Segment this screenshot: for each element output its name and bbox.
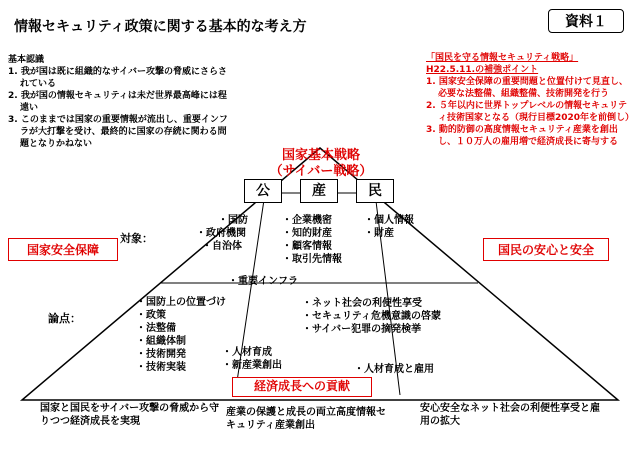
point-item: ・国防上の位置づけ — [136, 297, 226, 308]
target-item: ・国防 — [218, 215, 248, 226]
target-item: ・取引先情報 — [282, 254, 342, 265]
target-item: ・政府機関 — [196, 228, 246, 239]
point-item: ・組織体制 — [136, 336, 186, 347]
target-item: ・企業機密 — [282, 215, 332, 226]
bottom-right-text: 安心安全なネット社会の利便性享受と雇用の拡大 — [420, 403, 600, 427]
point-item: ・政策 — [136, 310, 166, 321]
cell-public: 公 — [244, 179, 282, 203]
bottom-left-text: 国家と国民をサイバー攻撃の脅威から守りつつ経済成長を実現 — [40, 403, 220, 427]
point-item: ・新産業創出 — [222, 360, 282, 371]
target-item: ・顧客情報 — [282, 241, 332, 252]
industry-targets — [282, 214, 342, 266]
point-item: ・ネット社会の利便性享受 — [302, 298, 422, 309]
target-item: ・知的財産 — [282, 228, 332, 239]
document-badge: 資料１ — [548, 9, 624, 33]
cell-industry: 産 — [300, 179, 338, 203]
point-item: ・技術開発 — [136, 349, 186, 360]
strategy-heading: 「国民を守る情報セキュリティ戦略」 — [426, 53, 579, 63]
point-item: ・セキュリティ危機意識の啓蒙 — [302, 311, 441, 322]
target-label: 対象： — [120, 232, 153, 245]
basic-item: 3. このままでは国家の重要情報が流出し、重要インフラが大打撃を受け、最終的に国家の存続に関わる問題となりかねない — [8, 115, 228, 149]
points-label: 論点： — [48, 312, 81, 325]
industry-points — [222, 346, 282, 372]
target-item: ・個人情報 — [364, 215, 414, 226]
basic-heading: 基本認識 — [8, 55, 45, 65]
peak-line: 国家基本戦略 — [281, 148, 360, 163]
peak-line: （サイバー戦略） — [269, 164, 373, 179]
national-security-box: 国家安全保障 — [8, 238, 118, 261]
bottom-center-text: 産業の保護と成長の両立高度情報セキュリティ産業創出 — [226, 407, 386, 431]
citizen-targets — [364, 214, 414, 240]
point-item: ・技術実装 — [136, 362, 186, 373]
strategy-item: 1. 国家安全保障の重要問題と位置付けて見直し、必要な法整備、組織整備、技術開発を行う — [426, 77, 628, 99]
point-item: ・法整備 — [136, 323, 176, 334]
strategy-subheading: H22.5.11.の補強ポイント — [426, 65, 539, 75]
citizen-points — [302, 297, 441, 336]
page-title: 情報セキュリティ政策に関する基本的な考え方 — [14, 19, 307, 35]
strategy-item: 3. 動的防御の高度情報セキュリティ産業を創出し、１０万人の雇用増で経済成長に寄与する — [426, 125, 619, 147]
basic-item: 2. 我が国の情報セキュリティは未だ世界最高峰には程遠い — [8, 91, 227, 113]
citizen-safety-box: 国民の安心と安全 — [483, 238, 609, 261]
cell-citizen: 民 — [356, 179, 394, 203]
infra-target: ・重要インフラ — [228, 276, 298, 287]
public-points — [136, 296, 226, 374]
economic-growth-box: 経済成長への貢献 — [232, 377, 372, 397]
point-item: ・サイバー犯罪の摘発検挙 — [302, 324, 422, 335]
basic-item: 1. 我が国は既に組織的なサイバー攻撃の脅威にさらされている — [8, 67, 228, 89]
public-targets — [196, 214, 248, 253]
point-item: ・人材育成 — [222, 347, 272, 358]
citizen-extra-point: ・人材育成と雇用 — [354, 364, 434, 375]
target-item: ・自治体 — [202, 241, 242, 252]
peak-label — [256, 148, 386, 180]
target-item: ・財産 — [364, 228, 394, 239]
strategy-item: 2. ５年以内に世界トップレベルの情報セキュリティ技術国家となる（現行目標2020年を前倒し） — [426, 101, 635, 123]
